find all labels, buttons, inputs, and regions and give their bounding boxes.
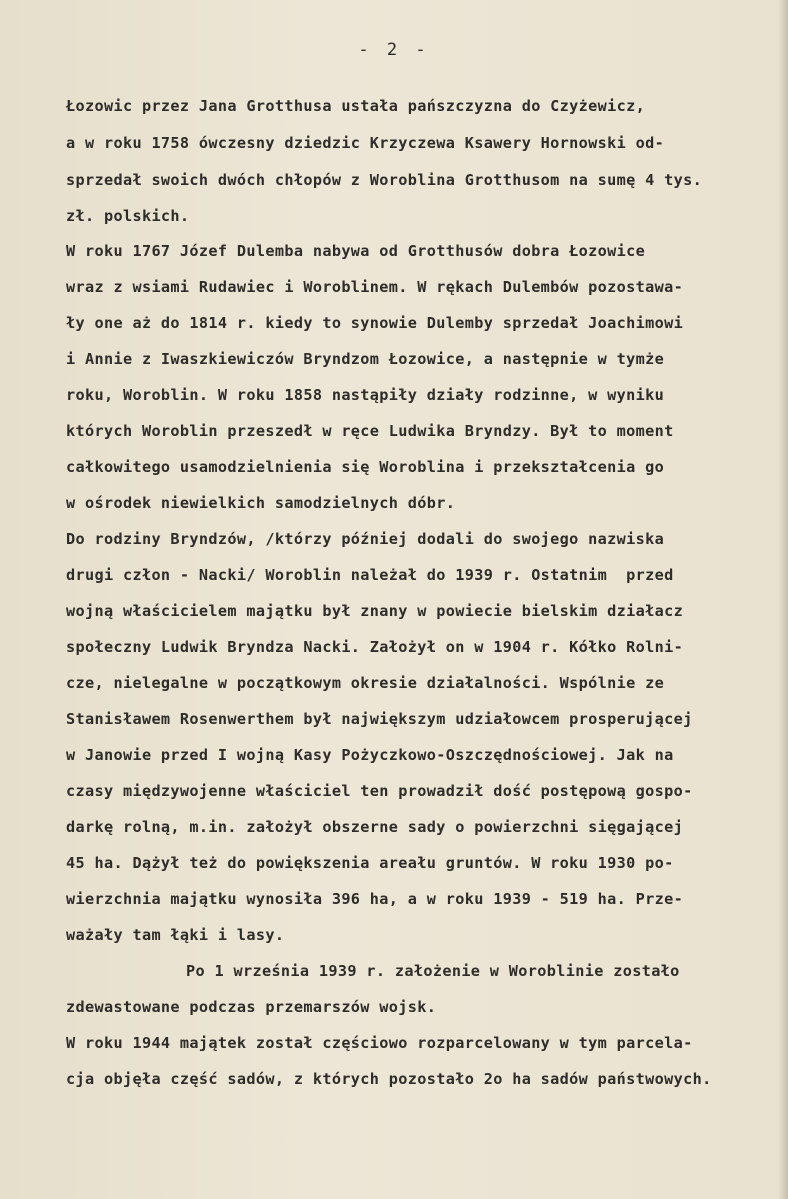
text-line: drugi człon - Nacki/ Woroblin należał do 1939 r. Ostatnim przed xyxy=(66,566,674,584)
text-line: całkowitego usamodzielnienia się Woroblina i przekształcenia go xyxy=(66,458,665,476)
text-line: Do rodziny Bryndzów, /którzy później dodali do swojego nazwiska xyxy=(66,530,665,548)
text-line: wojną właścicielem majątku był znany w powiecie bielskim działacz xyxy=(66,602,684,620)
text-line: i Annie z Iwaszkiewiczów Bryndzom Łozowice, a następnie w tymże xyxy=(66,350,665,368)
text-line: Po 1 września 1939 r. założenie w Woroblinie zostało xyxy=(186,962,680,980)
text-line: darkę rolną, m.in. założył obszerne sady o powierzchni sięgającej xyxy=(66,818,684,836)
text-line: roku, Woroblin. W roku 1858 nastąpiły działy rodzinne, w wyniku xyxy=(66,386,665,404)
text-line: 45 ha. Dążył też do powiększenia areału gruntów. W roku 1930 po- xyxy=(66,854,674,872)
text-line: cze, nielegalne w początkowym okresie działalności. Wspólnie ze xyxy=(66,674,665,692)
text-line: w ośrodek niewielkich samodzielnych dóbr. xyxy=(66,494,456,512)
text-line: zdewastowane podczas przemarszów wojsk. xyxy=(66,998,437,1016)
text-line: W roku 1944 majątek został częściowo rozparcelowany w tym parcela- xyxy=(66,1034,693,1052)
text-line: Stanisławem Rosenwerthem był największym udziałowcem prosperującej xyxy=(66,710,693,728)
text-line: wierzchnia majątku wynosiła 396 ha, a w roku 1939 - 519 ha. Prze- xyxy=(66,890,684,908)
text-line: czasy międzywojenne właściciel ten prowadził dość postępową gospo- xyxy=(66,782,693,800)
text-line: a w roku 1758 ówczesny dziedzic Krzyczewa Ksawery Hornowski od- xyxy=(66,134,665,152)
text-line: ły one aż do 1814 r. kiedy to synowie Dulemby sprzedał Joachimowi xyxy=(66,314,684,332)
text-line: których Woroblin przeszedł w ręce Ludwika Bryndzy. Był to moment xyxy=(66,422,674,440)
text-line: wraz z wsiami Rudawiec i Woroblinem. W rękach Dulembów pozostawa- xyxy=(66,278,684,296)
page-edge-shadow xyxy=(778,0,788,1199)
text-line: w Janowie przed I wojną Kasy Pożyczkowo-Oszczędnościowej. Jak na xyxy=(66,746,674,764)
text-line: sprzedał swoich dwóch chłopów z Woroblina Grotthusom na sumę 4 tys. xyxy=(66,171,703,189)
text-line: W roku 1767 Józef Dulemba nabywa od Grotthusów dobra Łozowice xyxy=(66,242,646,260)
text-line: Łozowic przez Jana Grotthusa ustała pańszczyzna do Czyżewicz, xyxy=(66,97,646,115)
text-line: ważały tam łąki i lasy. xyxy=(66,926,285,944)
text-line: zł. polskich. xyxy=(66,207,190,225)
page-number: - 2 - xyxy=(358,40,430,60)
text-line: cja objęła część sadów, z których pozostało 2o ha sadów państwowych. xyxy=(66,1070,712,1088)
text-line: społeczny Ludwik Bryndza Nacki. Założył on w 1904 r. Kółko Rolni- xyxy=(66,638,684,656)
